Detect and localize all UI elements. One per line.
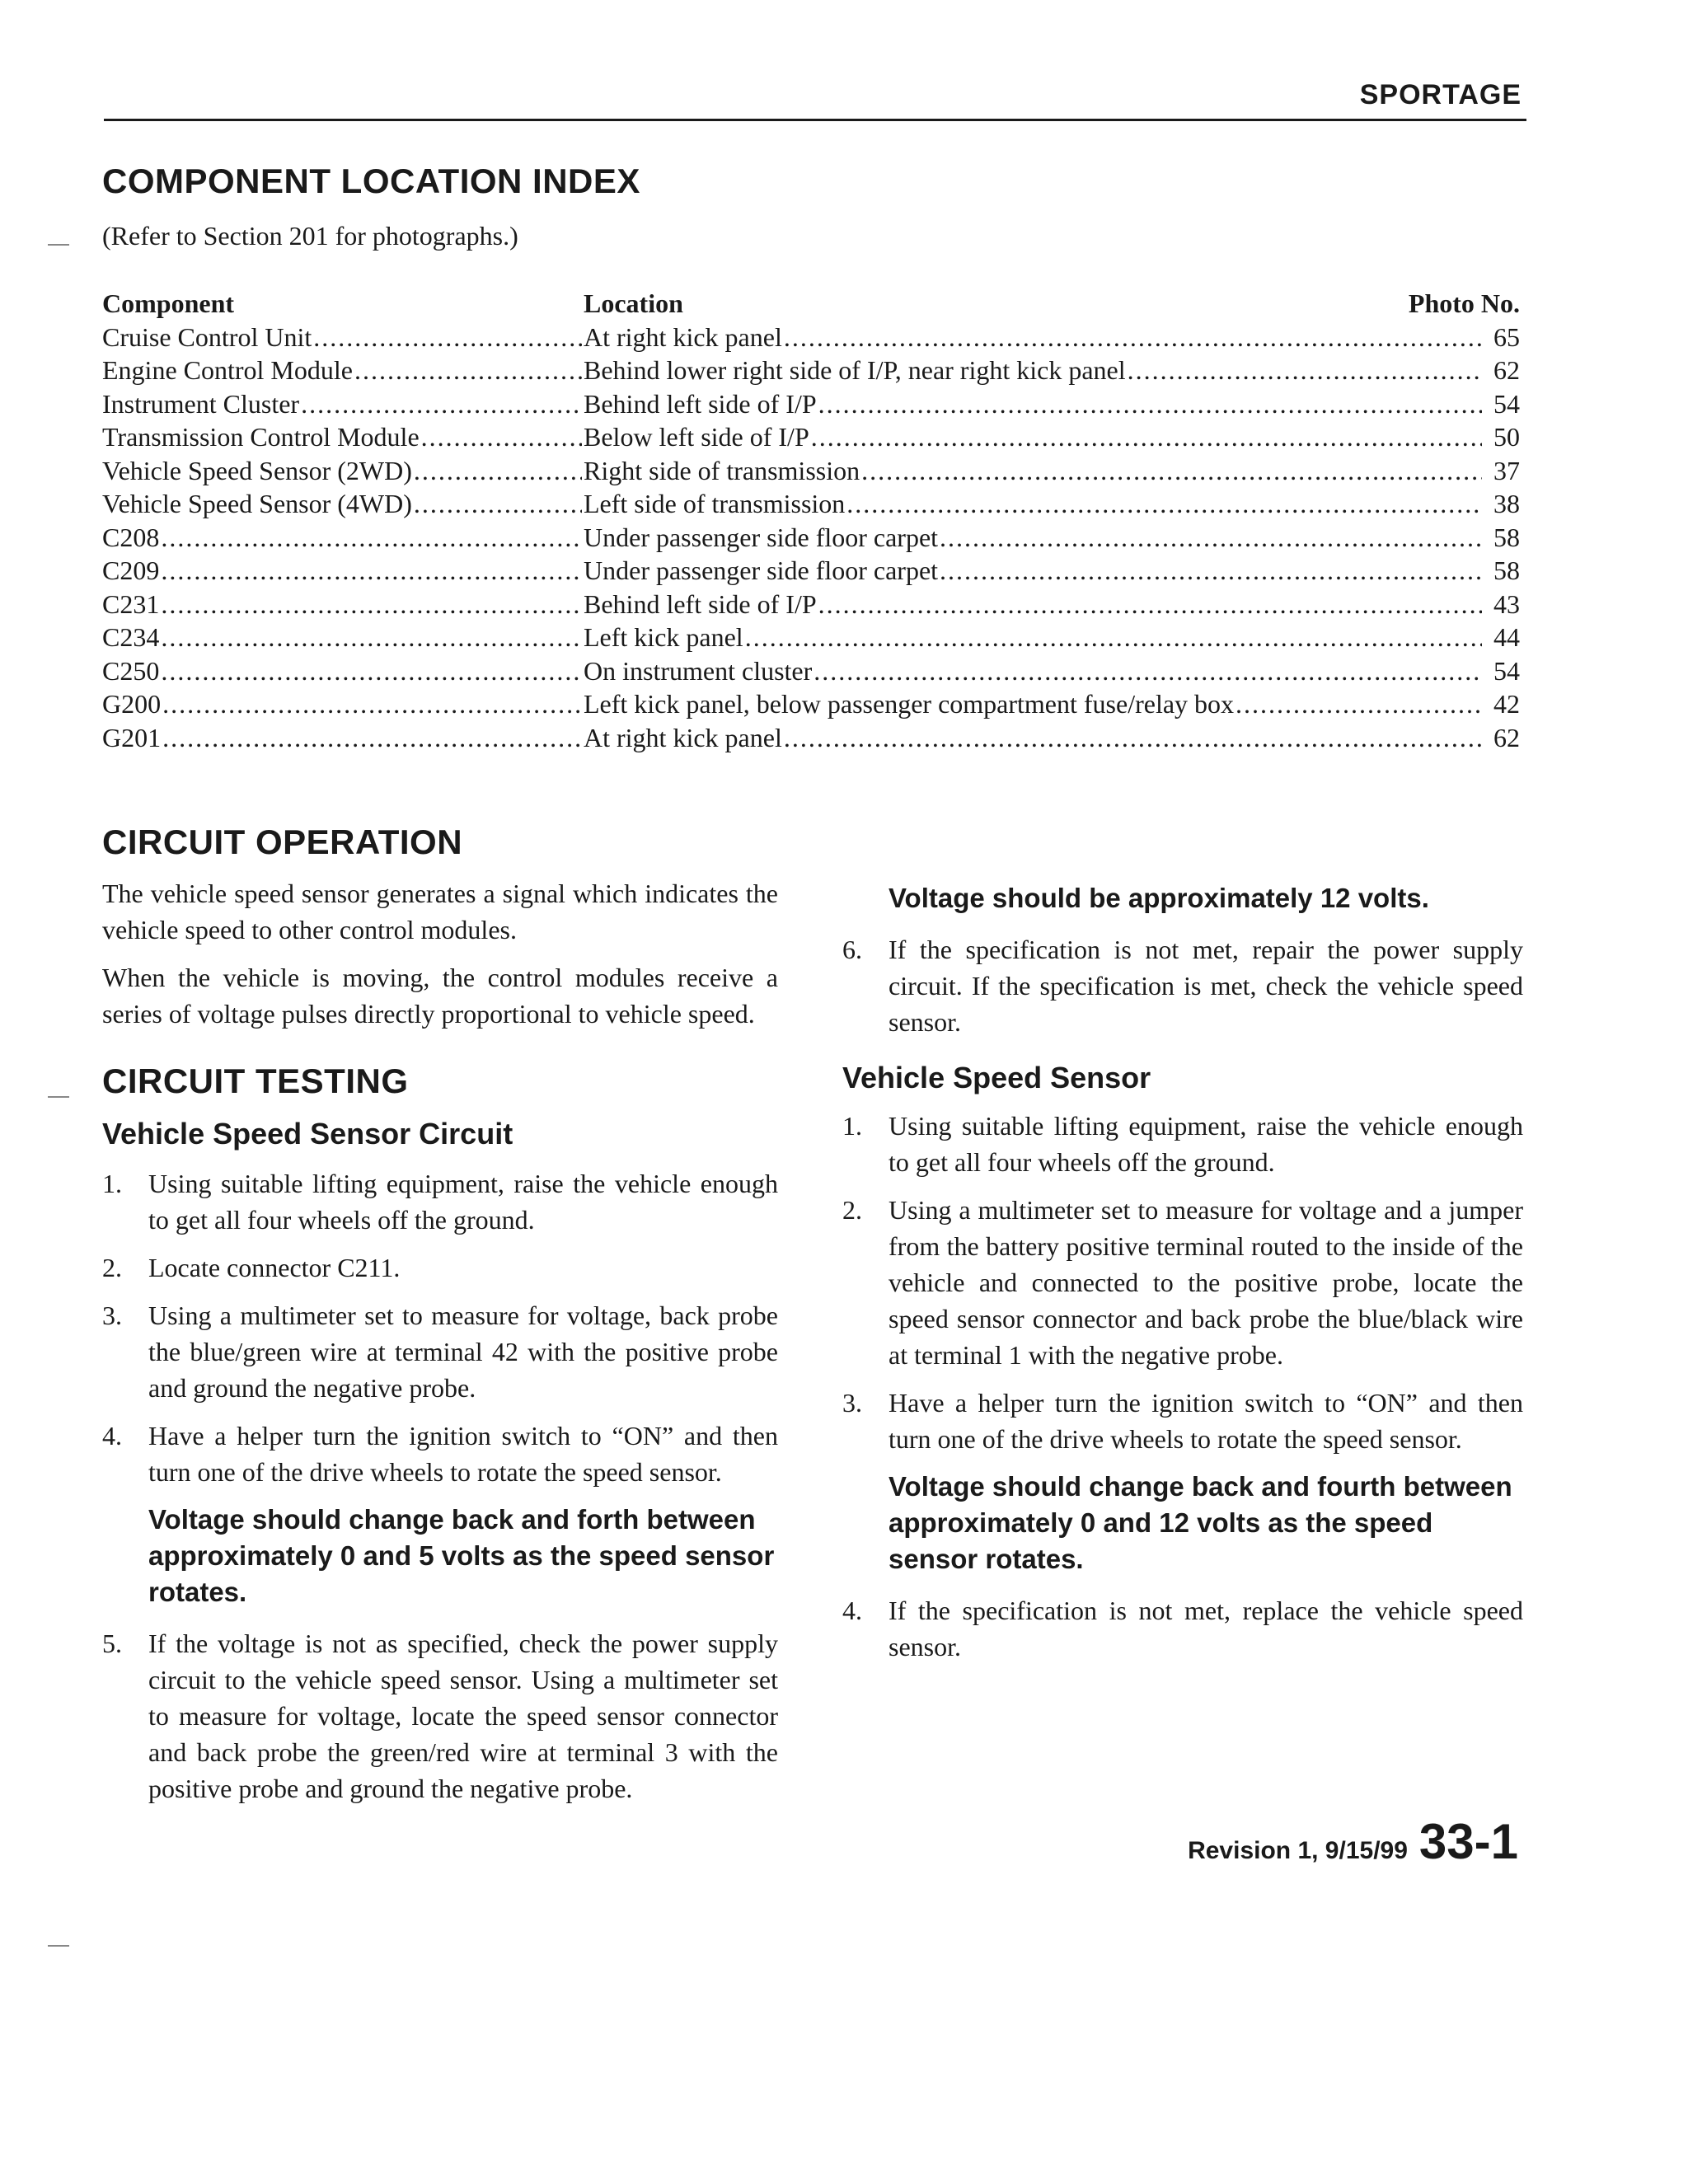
cell-photo: 50 [1493,422,1520,452]
cell-location: At right kick panel [584,321,782,352]
step-number: 3. [102,1301,122,1330]
leader-dots [818,387,1482,421]
page-footer [1188,1813,1518,1870]
table-row [102,654,1520,688]
cell-location: Behind left side of I/P [584,588,817,619]
cell-photo: 58 [1493,555,1520,585]
list-item [102,1165,778,1238]
step-number: 6. [842,935,862,964]
cell-location: Behind lower right side of I/P, near right kick panel [584,355,1126,385]
specification-note: Voltage should be approximately 12 volts. [889,883,1429,913]
table-row [102,721,1520,755]
step-text: Locate connector C211. [148,1253,401,1282]
step-text: If the voltage is not as specified, check the power supply circuit to the vehicle speed sensor. Using a multimeter set to measure for voltage, locate the speed sensor connector and back probe the green/red wire at terminal 3 with the positive probe and ground the negative probe. [148,1629,778,1803]
cell-component: C209 [102,555,160,585]
cell-location-wrap [584,654,1484,688]
cell-component-wrap [102,454,584,488]
step-text: Using suitable lifting equipment, raise the vehicle enough to get all four wheels off the ground. [889,1111,1523,1177]
specification-note: Voltage should change back and fourth between approximately 0 and 12 volts as the speed sensor rotates. [889,1471,1512,1574]
scan-edge-mark [48,244,69,246]
list-item [842,931,1523,1040]
running-head: SPORTAGE [1359,79,1522,110]
cell-location-wrap [584,588,1484,621]
cell-location: Under passenger side floor carpet [584,555,939,585]
list-item [102,1625,778,1807]
table-row [102,354,1520,387]
list-item [842,1385,1523,1457]
cell-component: G201 [102,722,162,752]
cell-component-wrap [102,721,584,755]
cell-component: Vehicle Speed Sensor (4WD) [102,489,412,518]
leader-dots [784,721,1482,755]
step-text: Have a helper turn the ignition switch to “ON” and then turn one of the drive wheels to rotate the speed sensor. [148,1421,778,1487]
table-row [102,454,1520,488]
cell-component: C250 [102,655,160,686]
leader-dots [161,588,582,621]
subsection-title-vss: Vehicle Speed Sensor [842,1061,1151,1094]
leader-dots [414,454,582,488]
cell-photo: 62 [1493,722,1520,752]
cell-location-wrap [584,387,1484,421]
leader-dots [421,420,582,454]
column-header-component: Component [102,288,235,318]
revision-label: Revision 1, 9/15/99 [1188,1837,1408,1864]
cell-location-wrap [584,420,1484,454]
section-title-circuit-testing: CIRCUIT TESTING [102,1062,409,1100]
column-header-photo: Photo No. [1408,288,1520,318]
step-text: Using a multimeter set to measure for voltage, back probe the blue/green wire at terminal 42 with the positive probe and ground the negative probe. [148,1301,778,1403]
leader-dots [414,487,582,521]
cell-location-wrap [584,687,1484,721]
table-row [102,621,1520,654]
step-list [842,1108,1523,1457]
cell-photo: 42 [1493,689,1520,719]
cell-location-wrap [584,354,1484,387]
cell-component-wrap [102,621,584,654]
leader-dots [161,521,582,555]
index-note: (Refer to Section 201 for photographs.) [102,221,518,251]
leader-dots [162,721,582,755]
left-column [102,824,778,1818]
cell-component: Instrument Cluster [102,388,300,419]
cell-location: Below left side of I/P [584,422,809,452]
cell-photo: 43 [1493,588,1520,619]
paragraph: The vehicle speed sensor generates a signal which indicates the vehicle speed to other control modules. [102,879,778,944]
list-item [102,1297,778,1406]
step-number: 5. [102,1629,122,1658]
cell-component: C208 [102,522,160,552]
step-number: 1. [102,1169,122,1198]
scan-edge-mark [48,1096,69,1098]
component-location-table [102,287,1520,754]
leader-dots [162,687,582,721]
leader-dots [1128,354,1482,387]
leader-dots [354,354,582,387]
cell-photo: 38 [1493,489,1520,518]
cell-photo: 44 [1493,622,1520,652]
cell-component: G200 [102,689,162,719]
leader-dots [818,588,1482,621]
cell-location-wrap [584,621,1484,654]
table-header [102,287,1520,321]
step-text: Have a helper turn the ignition switch to “ON” and then turn one of the drive wheels to rotate the speed sensor. [889,1388,1523,1454]
page-number: 33-1 [1418,1814,1518,1869]
cell-photo: 62 [1493,355,1520,385]
scan-edge-mark [48,1945,69,1947]
cell-component-wrap [102,387,584,421]
list-item [102,1249,778,1286]
section-title-circuit-operation: CIRCUIT OPERATION [102,823,463,861]
leader-dots [745,621,1482,654]
cell-location: Right side of transmission [584,455,860,485]
leader-dots [811,420,1482,454]
cell-component-wrap [102,521,584,555]
step-number: 2. [102,1253,122,1282]
table-row [102,588,1520,621]
table-body [102,321,1520,755]
table-row [102,387,1520,421]
cell-component-wrap [102,487,584,521]
step-number: 4. [102,1421,122,1451]
cell-location-wrap [584,487,1484,521]
table-row [102,321,1520,354]
step-number: 2. [842,1195,862,1225]
cell-component: Engine Control Module [102,355,353,385]
step-number: 4. [842,1596,862,1625]
step-text: Using a multimeter set to measure for voltage and a jumper from the battery positive terminal routed to the inside of the vehicle and connected to the positive probe, locate the speed sensor connector and back probe the blue/black wire at terminal 1 with the negative probe. [889,1195,1523,1370]
list-item [842,1592,1523,1665]
leader-dots [940,521,1482,555]
paragraph: When the vehicle is moving, the control modules receive a series of voltage pulses directly proportional to vehicle speed. [102,963,778,1029]
cell-photo: 54 [1493,655,1520,686]
step-number: 3. [842,1388,862,1418]
cell-location-wrap [584,321,1484,354]
cell-location-wrap [584,554,1484,588]
step-text: Using suitable lifting equipment, raise the vehicle enough to get all four wheels off the ground. [148,1169,778,1235]
header-rule [104,119,1526,121]
table-row [102,554,1520,588]
cell-component: Cruise Control Unit [102,321,312,352]
cell-location: At right kick panel [584,722,782,752]
leader-dots [161,654,582,688]
cell-photo: 54 [1493,388,1520,419]
leader-dots [784,321,1482,354]
cell-location: Left kick panel [584,622,743,652]
leader-dots [940,554,1482,588]
cell-component-wrap [102,420,584,454]
specification-note: Voltage should change back and forth between approximately 0 and 5 volts as the speed sensor rotates. [148,1504,775,1607]
cell-component-wrap [102,588,584,621]
step-list [102,1165,778,1490]
leader-dots [861,454,1482,488]
cell-component-wrap [102,687,584,721]
cell-photo: 65 [1493,321,1520,352]
cell-location: On instrument cluster [584,655,813,686]
table-row [102,521,1520,555]
leader-dots [301,387,582,421]
table-row [102,687,1520,721]
leader-dots [313,321,582,354]
cell-location: Behind left side of I/P [584,388,817,419]
step-number: 1. [842,1111,862,1141]
subsection-title-vss-circuit: Vehicle Speed Sensor Circuit [102,1117,513,1151]
leader-dots [161,554,582,588]
cell-component-wrap [102,321,584,354]
right-column [842,880,1523,1676]
list-item [102,1418,778,1490]
leader-dots [161,621,582,654]
cell-component: C234 [102,622,160,652]
cell-photo: 37 [1493,455,1520,485]
step-list [102,1625,778,1807]
table-row [102,420,1520,454]
cell-component-wrap [102,354,584,387]
cell-location-wrap [584,521,1484,555]
cell-component-wrap [102,654,584,688]
leader-dots [1236,687,1482,721]
step-text: If the specification is not met, replace the vehicle speed sensor. [889,1596,1523,1661]
cell-location: Under passenger side floor carpet [584,522,939,552]
step-list [842,931,1523,1040]
section-title-component-index: COMPONENT LOCATION INDEX [102,162,640,200]
cell-location-wrap [584,721,1484,755]
step-text: If the specification is not met, repair the power supply circuit. If the specification is met, check the vehicle speed sensor. [889,935,1523,1037]
cell-component-wrap [102,554,584,588]
cell-location-wrap [584,454,1484,488]
cell-component: Transmission Control Module [102,422,420,452]
cell-component: Vehicle Speed Sensor (2WD) [102,455,412,485]
cell-photo: 58 [1493,522,1520,552]
list-item [842,1192,1523,1373]
step-list [842,1592,1523,1665]
table-row [102,487,1520,521]
cell-component: C231 [102,588,160,619]
cell-location: Left side of transmission [584,489,846,518]
leader-dots [814,654,1482,688]
list-item [842,1108,1523,1180]
leader-dots [846,487,1482,521]
column-header-location: Location [584,288,683,318]
cell-location: Left kick panel, below passenger compartment fuse/relay box [584,689,1235,719]
